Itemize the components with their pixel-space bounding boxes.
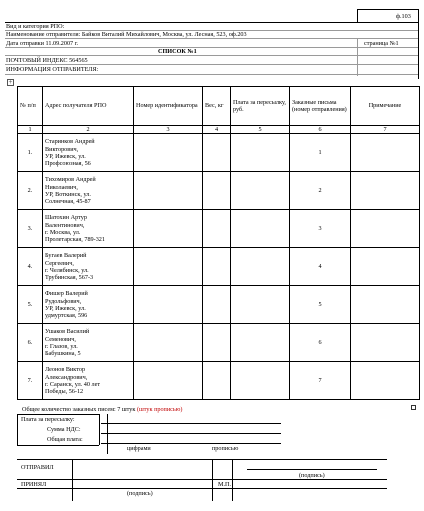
- address-line: г. Челябинск, ул.: [45, 266, 89, 274]
- column-header: Вес, кг: [203, 87, 231, 126]
- address-line: г. Саранск, ул. 40 лет: [45, 380, 101, 388]
- column-header: Номер идентификатора: [134, 87, 203, 126]
- column-index: 6: [290, 126, 351, 134]
- table-row: [18, 362, 420, 400]
- address-line: удмуртская, 596: [45, 312, 88, 320]
- received-label: ПРИНЯЛ: [21, 481, 47, 488]
- row-number: 2.: [18, 172, 43, 210]
- address-line: Валентинович,: [45, 221, 85, 229]
- table-row: [18, 172, 420, 210]
- note-cell: [351, 248, 420, 286]
- fee-cell: [231, 134, 290, 172]
- address-line: Солнечная, 45-87: [45, 198, 91, 206]
- row-number: 3.: [18, 210, 43, 248]
- address-line: Семенович,: [45, 335, 76, 343]
- vat-label: Сумма НДС:: [47, 426, 81, 433]
- divider: [5, 22, 418, 23]
- address-line: УР, Ижевск, ул.: [45, 304, 86, 312]
- fee-cell: [231, 210, 290, 248]
- row-number: 4.: [18, 248, 43, 286]
- address-line: Леонов Виктор: [45, 366, 86, 374]
- form-number: ф.103: [396, 13, 411, 20]
- fee-cell: [231, 248, 290, 286]
- mail-number: 4: [290, 248, 351, 286]
- note-cell: [351, 286, 420, 324]
- weight-cell: [203, 210, 231, 248]
- mail-number: 1: [290, 134, 351, 172]
- signature-label: (подпись): [299, 472, 325, 479]
- table-row: [18, 210, 420, 248]
- postcode-label: ПОЧТОВЫЙ ИНДЕКС 564565: [6, 57, 88, 64]
- fee-label: Плата за пересылку:: [21, 416, 75, 423]
- mail-number: 3: [290, 210, 351, 248]
- row-number: 5.: [18, 286, 43, 324]
- column-index: 3: [134, 126, 203, 134]
- divider: [357, 38, 358, 76]
- table-resize-handle-icon[interactable]: [411, 405, 416, 410]
- recipient-address: [43, 172, 134, 210]
- weight-cell: [203, 362, 231, 400]
- sent-label: ОТПРАВИЛ: [21, 464, 54, 471]
- signature-block: [17, 459, 387, 501]
- address-line: Тихомиров Андрей: [45, 176, 96, 184]
- identifier-cell: [134, 362, 203, 400]
- address-line: Победы, 56-12: [45, 388, 84, 396]
- weight-cell: [203, 248, 231, 286]
- column-index-row: [18, 126, 420, 134]
- column-index: 5: [231, 126, 290, 134]
- row-number: 1.: [18, 134, 43, 172]
- row-number: 7.: [18, 362, 43, 400]
- address-line: г. Москва, ул.: [45, 228, 81, 236]
- table-header-row: [18, 87, 420, 126]
- rpo-type-label: Вид и категория РПО:: [6, 23, 65, 30]
- recipient-address: [43, 210, 134, 248]
- address-line: Профсоюзная, 56: [45, 160, 91, 168]
- note-cell: [351, 134, 420, 172]
- table-row: [18, 134, 420, 172]
- column-header: № п/п: [18, 87, 43, 126]
- signature-label: (подпись): [127, 490, 153, 497]
- address-line: УР, Ижевск, ул.: [45, 152, 86, 160]
- weight-cell: [203, 324, 231, 362]
- fee-cell: [231, 324, 290, 362]
- column-index: 1: [18, 126, 43, 134]
- recipient-address: [43, 134, 134, 172]
- note-cell: [351, 362, 420, 400]
- stamp-label: М.П.: [218, 481, 232, 488]
- fee-box: [17, 414, 282, 454]
- table-row: [18, 324, 420, 362]
- column-index: 2: [43, 126, 134, 134]
- recipient-address: [43, 362, 134, 400]
- address-line: Фишер Валерий: [45, 290, 88, 298]
- divider: [5, 74, 418, 75]
- divider: [357, 9, 418, 10]
- weight-cell: [203, 286, 231, 324]
- address-line: Старинков Андрей: [45, 138, 95, 146]
- column-header: Адрес получателя РПО: [43, 87, 134, 126]
- address-line: Бугаев Валерий: [45, 252, 87, 260]
- divider: [5, 55, 418, 56]
- digits-label: цифрами: [127, 445, 151, 452]
- weight-cell: [203, 134, 231, 172]
- mail-number: 5: [290, 286, 351, 324]
- identifier-cell: [134, 248, 203, 286]
- fee-cell: [231, 362, 290, 400]
- divider: [418, 9, 419, 79]
- total-letters: [22, 406, 182, 413]
- total-fee-label: Общая плата:: [47, 436, 83, 443]
- row-number: 6.: [18, 324, 43, 362]
- weight-cell: [203, 172, 231, 210]
- mail-number: 6: [290, 324, 351, 362]
- address-line: Шатохин Артур: [45, 214, 87, 222]
- list-title: СПИСОК №1: [158, 48, 197, 55]
- address-line: Николаевич,: [45, 183, 78, 191]
- address-line: УР, Воткинск, ул.: [45, 190, 91, 198]
- page-number: страница №1: [364, 40, 399, 47]
- address-line: Рудольфович,: [45, 297, 82, 305]
- identifier-cell: [134, 286, 203, 324]
- identifier-cell: [134, 324, 203, 362]
- column-header: Плата за пересылку, руб.: [231, 87, 290, 126]
- mail-number: 7: [290, 362, 351, 400]
- address-line: Александрович,: [45, 373, 88, 381]
- column-header: Заказные письма (номер отправления): [290, 87, 351, 126]
- divider: [5, 47, 418, 48]
- sender-name: Наименование отправителя: Байков Виталий Михайлович, Москва, ул. Лесная, 523, оф.203: [6, 31, 247, 38]
- fee-cell: [231, 172, 290, 210]
- address-line: г. Глазов, ул.: [45, 342, 78, 350]
- address-line: Трубинская, 567-3: [45, 274, 94, 282]
- recipient-address: [43, 248, 134, 286]
- identifier-cell: [134, 172, 203, 210]
- column-header: Примечание: [351, 87, 420, 126]
- address-line: Викторович,: [45, 145, 79, 153]
- column-index: 4: [203, 126, 231, 134]
- note-cell: [351, 324, 420, 362]
- address-line: Пролетарская, 789-321: [45, 236, 105, 244]
- address-line: Бабушкина, 5: [45, 350, 81, 358]
- recipients-table: [17, 86, 420, 400]
- note-cell: [351, 172, 420, 210]
- recipient-address: [43, 286, 134, 324]
- mail-number: 2: [290, 172, 351, 210]
- divider: [357, 9, 358, 23]
- fee-cell: [231, 286, 290, 324]
- identifier-cell: [134, 134, 203, 172]
- send-date: Дата отправки 11.09.2007 г.: [6, 40, 79, 47]
- sender-info-label: ИНФОРМАЦИЯ ОТПРАВИТЕЛЯ:: [6, 66, 99, 73]
- column-index: 7: [351, 126, 420, 134]
- recipient-address: [43, 324, 134, 362]
- address-line: Сергеевич,: [45, 259, 74, 267]
- total-words-hint: (штук прописью): [136, 406, 183, 413]
- table-row: [18, 248, 420, 286]
- words-label: прописью: [212, 445, 239, 452]
- table-move-handle-icon[interactable]: +: [8, 78, 13, 86]
- total-letters-text: Общее количество заказных писем: 7 штук: [22, 406, 136, 413]
- note-cell: [351, 210, 420, 248]
- identifier-cell: [134, 210, 203, 248]
- divider: [5, 64, 418, 65]
- table-row: [18, 286, 420, 324]
- address-line: Ушаков Василий: [45, 328, 90, 336]
